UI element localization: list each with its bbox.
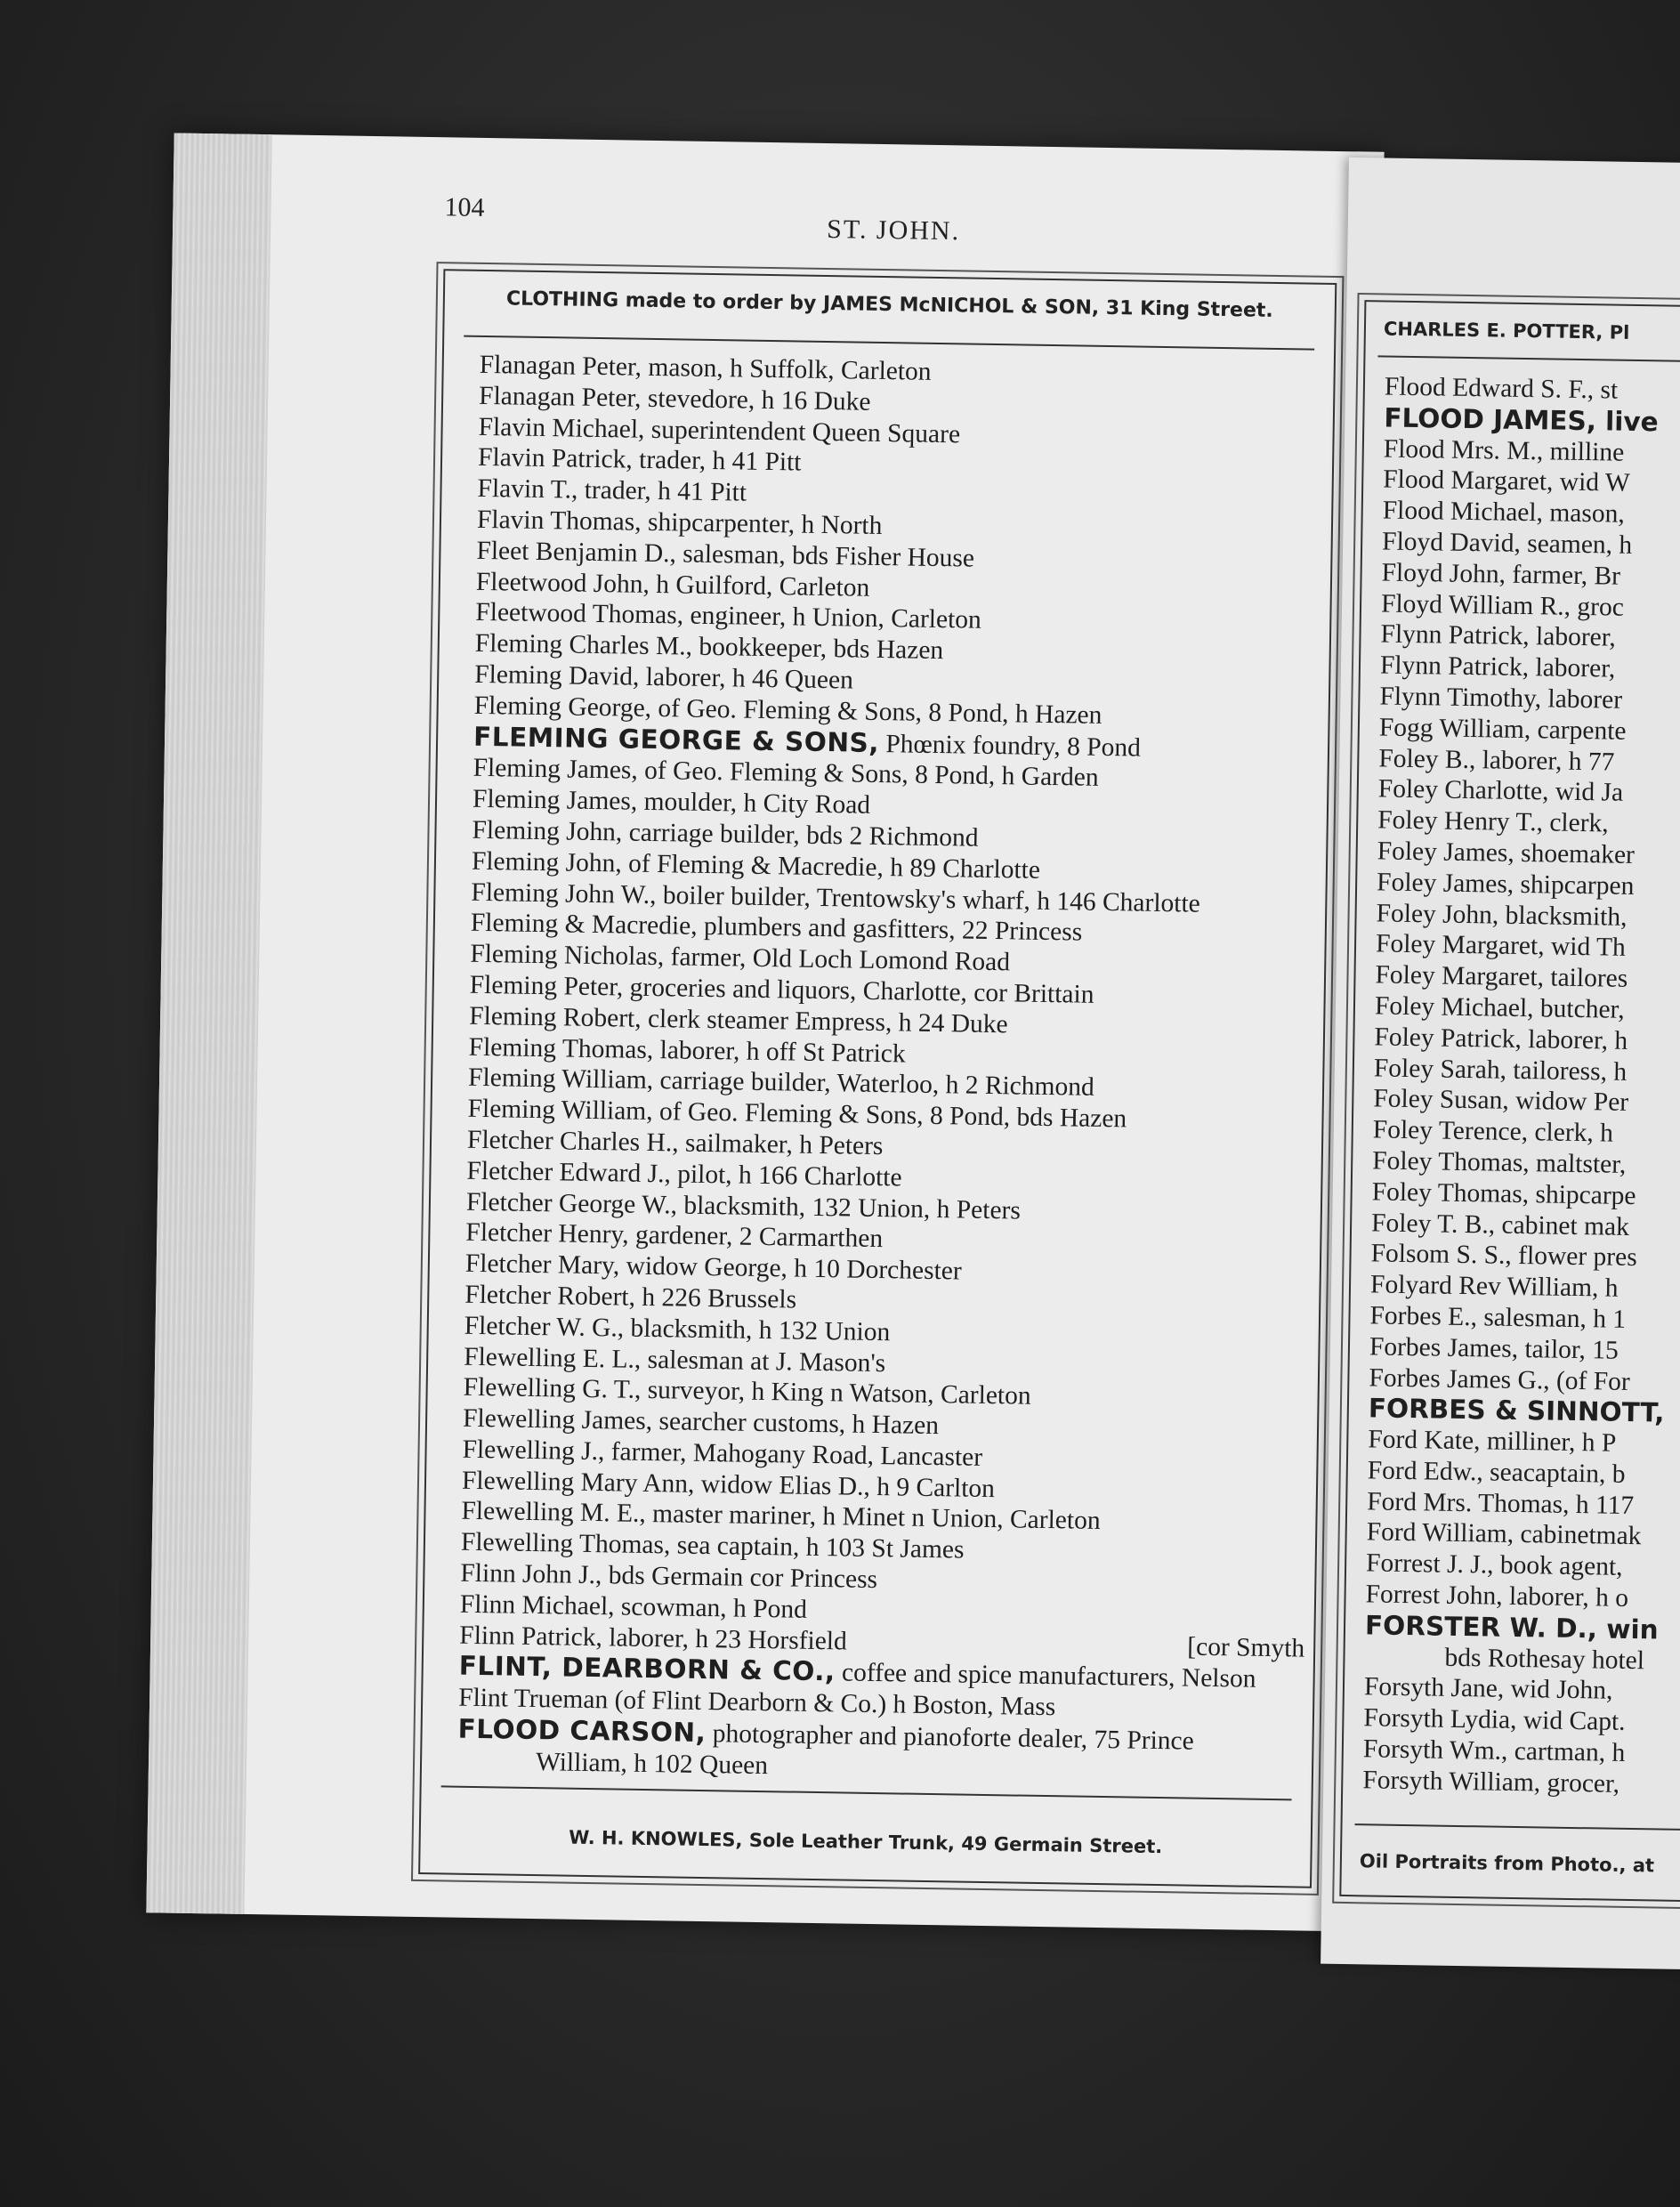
bottom-rule	[441, 1785, 1292, 1800]
right-directory-frame	[1339, 300, 1680, 1904]
right-directory-entry: Foley Margaret, tailores	[1375, 960, 1628, 993]
page-number: 104	[444, 192, 485, 222]
right-directory-entry: Forbes James G., (of For	[1369, 1362, 1630, 1396]
entry-details: surveyor, h King n Watson, Carleton	[641, 1376, 1031, 1411]
right-directory-entry: Foley Charlotte, wid Ja	[1377, 774, 1624, 808]
entry-name: Flavin Patrick,	[477, 443, 634, 474]
entry-name: Flewelling Mary Ann,	[461, 1466, 695, 1499]
entry-details: of Geo. Fleming & Sons, 8 Pond, h Hazen	[650, 693, 1102, 730]
entry-details: bookkeeper, bds Hazen	[691, 632, 944, 666]
entry-name: Fleming John W.,	[471, 877, 657, 909]
entry-name: Fleming William,	[467, 1063, 654, 1095]
right-directory-entries	[1362, 371, 1680, 1800]
entry-name: Fletcher Mary,	[464, 1249, 620, 1281]
entry-name: Fletcher George W.,	[465, 1187, 678, 1219]
entry-details: of Geo. Fleming & Sons, 8 Pond, h Garden	[637, 756, 1099, 793]
right-bottom-advertisement: Oil Portraits from Photo., at	[1359, 1850, 1655, 1877]
right-directory-entry: Foley Terence, clerk, h	[1372, 1115, 1614, 1148]
entry-details: of Geo. Fleming & Sons, 8 Pond, bds Hazen	[652, 1097, 1127, 1134]
entry-details: trader, h 41 Pitt	[578, 475, 747, 507]
entry-name: Fletcher Robert,	[464, 1280, 636, 1312]
entry-details: engineer, h Union, Carleton	[682, 601, 982, 635]
right-directory-entry: Foley John, blacksmith,	[1376, 898, 1628, 932]
entry-name: Flinn John J.,	[460, 1558, 602, 1590]
entry-details: carriage builder, Waterloo, h 2 Richmond	[652, 1066, 1094, 1103]
entry-details: groceries and liquors, Charlotte, cor Brittain	[623, 973, 1094, 1009]
entry-name: Fleming Charles M.,	[474, 628, 693, 661]
right-directory-entry: Foley James, shipcarpen	[1376, 868, 1635, 901]
directory-entries	[457, 350, 1316, 1790]
right-directory-entry: bds Rothesay hotel	[1444, 1643, 1645, 1675]
right-directory-entry: Foley Susan, widow Per	[1373, 1084, 1629, 1118]
entry-details: searcher customs, h Hazen	[651, 1407, 940, 1441]
right-directory-entry: Foley B., laborer, h 77	[1378, 743, 1615, 777]
entry-details: trader, h 41 Pitt	[632, 445, 802, 477]
entry-name: Fleetwood Thomas,	[475, 598, 684, 630]
right-bottom-rule	[1355, 1823, 1680, 1833]
entry-details: stevedore, h 16 Duke	[641, 384, 871, 416]
entry-name: Fleming Robert,	[468, 1001, 642, 1033]
right-directory-entry: Foley T. B., cabinet mak	[1370, 1208, 1630, 1241]
bottom-advertisement: W. H. KNOWLES, Sole Leather Trunk, 49 Germain Street.	[569, 1826, 1163, 1858]
right-directory-entry: Foley Thomas, maltster,	[1372, 1146, 1627, 1179]
right-directory-entry: Floyd William R., groc	[1380, 589, 1625, 622]
right-directory-entry: Floyd David, seamen, h	[1381, 527, 1633, 560]
entry-details: bds Germain cor Princess	[602, 1561, 878, 1595]
right-directory-entry: Flood Margaret, wid W	[1383, 465, 1630, 498]
entry-details: widow George, h 10 Dorchester	[618, 1251, 962, 1286]
right-directory-entry: Flood Edward S. F., st	[1384, 372, 1619, 405]
entry-name: Flavin T.,	[477, 474, 578, 505]
right-directory-entry: Folsom S. S., flower pres	[1370, 1239, 1637, 1273]
entry-details: salesman, bds Fisher House	[675, 539, 975, 573]
entry-name: Flinn Michael,	[459, 1589, 615, 1621]
right-directory-entry: Foley Thomas, shipcarpe	[1371, 1177, 1636, 1210]
entry-name: Fleming David,	[474, 659, 640, 691]
entry-name: Flint Trueman	[457, 1683, 609, 1715]
right-directory-entry: Forsyth Jane, wid John,	[1363, 1672, 1613, 1706]
entry-continuation-note: [cor Smyth	[1187, 1632, 1305, 1663]
entry-name: FLOOD CARSON,	[457, 1713, 707, 1749]
entry-name: Fletcher Charles H.,	[466, 1125, 679, 1158]
entry-details: (of Flint Dearborn & Co.) h Boston, Mass	[607, 1686, 1056, 1722]
entry-name: FLEMING GEORGE & SONS,	[472, 721, 880, 758]
entry-name: Flewelling J.,	[462, 1435, 605, 1467]
entry-name: Flinn Patrick,	[459, 1621, 603, 1652]
entry-name: Flewelling James,	[462, 1403, 653, 1436]
entry-details: blacksmith, h 132 Union	[623, 1314, 891, 1346]
right-directory-entry: Flood Michael, mason,	[1382, 496, 1625, 529]
entry-details: farmer, Old Loch Lomond Road	[664, 942, 1011, 977]
right-directory-entry: FORSTER W. D., win	[1364, 1610, 1659, 1645]
entry-details: sailmaker, h Peters	[678, 1128, 884, 1161]
entry-details: Phœnix foundry, 8 Pond	[878, 729, 1142, 763]
entry-details: sea captain, h 103 St James	[670, 1531, 965, 1564]
entry-details: boiler builder, Trentowsky's wharf, h 146 Charlotte	[656, 880, 1201, 918]
right-directory-entry: Foley Henry T., clerk,	[1377, 805, 1609, 838]
entry-name: Flavin Thomas,	[476, 505, 642, 537]
entry-details: clerk steamer Empress, h 24 Duke	[641, 1004, 1008, 1039]
entry-name: Flanagan Peter,	[478, 381, 642, 413]
right-top-advertisement: CHARLES E. POTTER, Pl	[1383, 318, 1630, 344]
entry-details: scowman, h Pond	[614, 1592, 808, 1624]
entry-name: Fleming Thomas,	[468, 1032, 654, 1064]
right-directory-entry: Forrest John, laborer, h o	[1365, 1580, 1629, 1613]
entry-details: mason, h Suffolk, Carleton	[641, 352, 932, 386]
right-directory-entry: Foley Sarah, tailoress, h	[1373, 1053, 1628, 1087]
entry-details: carriage builder, bds 2 Richmond	[622, 818, 979, 853]
entry-name: Fleetwood John,	[475, 567, 650, 599]
entry-details: salesman at J. Mason's	[641, 1345, 886, 1378]
top-rule	[464, 335, 1314, 351]
entry-details: superintendent Queen Square	[644, 415, 961, 449]
entry-name: Flewelling G. T.,	[463, 1373, 642, 1405]
right-directory-entry: Foley Patrick, laborer, h	[1374, 1023, 1628, 1055]
top-advertisement: CLOTHING made to order by JAMES McNICHOL & SON, 31 King Street.	[505, 287, 1273, 322]
entry-name: Fleming John,	[472, 815, 623, 847]
entry-name: Flewelling M. E.,	[461, 1497, 647, 1529]
right-directory-entry: Forsyth Wm., cartman, h	[1362, 1734, 1626, 1767]
entry-name: Fletcher Edward J.,	[466, 1156, 672, 1189]
right-directory-entry: FLOOD JAMES, live	[1384, 402, 1659, 438]
entry-details: William, h 102 Queen	[535, 1747, 769, 1781]
entry-name: Fleming Nicholas,	[470, 939, 665, 972]
right-directory-entry: Fogg William, carpente	[1378, 713, 1627, 746]
right-directory-entry: Flynn Patrick, laborer,	[1379, 651, 1616, 683]
right-directory-entry: Foley James, shoemaker	[1377, 837, 1636, 869]
entry-name: Fleming George,	[473, 691, 652, 723]
entry-details: h 226 Brussels	[634, 1282, 797, 1314]
entry-name: Fleming James,	[472, 784, 638, 816]
entry-details: coffee and spice manufacturers, Nelson	[835, 1658, 1256, 1694]
right-directory-entry: Flynn Timothy, laborer	[1379, 682, 1623, 715]
entry-details: widow Elias D., h 9 Carlton	[694, 1469, 996, 1503]
right-directory-entry: Floyd John, farmer, Br	[1381, 558, 1621, 591]
right-directory-entry: Ford Kate, milliner, h P	[1368, 1425, 1617, 1458]
entry-details: blacksmith, 132 Union, h Peters	[676, 1190, 1022, 1225]
entry-details: gardener, 2 Carmarthen	[628, 1220, 884, 1254]
entry-name: Flewelling Thomas,	[460, 1527, 671, 1560]
entry-details: photographer and pianoforte dealer, 75 Prince	[706, 1719, 1194, 1756]
entry-name: Fleming John,	[471, 846, 623, 878]
right-directory-entry: Flood Mrs. M., milline	[1383, 434, 1625, 467]
running-head: ST. JOHN.	[826, 214, 961, 247]
right-directory-entry: Ford William, cabinetmak	[1366, 1517, 1642, 1551]
entry-name: Flewelling E. L.,	[463, 1342, 642, 1374]
right-directory-entry: Ford Edw., seacaptain, b	[1367, 1456, 1626, 1489]
right-directory-entry: Foley Michael, butcher,	[1374, 991, 1625, 1024]
entry-name: Flanagan Peter,	[479, 350, 642, 382]
entry-details: of Fleming & Macredie, h 89 Charlotte	[621, 849, 1041, 885]
entry-details: pilot, h 166 Charlotte	[670, 1160, 902, 1192]
entry-name: Fleming Peter,	[469, 970, 624, 1002]
entry-details: plumbers and gasfitters, 22 Princess	[697, 912, 1083, 947]
right-directory-entry: Forbes E., salesman, h 1	[1369, 1301, 1627, 1334]
right-directory-entry: Forsyth William, grocer,	[1362, 1766, 1620, 1799]
right-page	[1321, 158, 1680, 1969]
entry-details: farmer, Mahogany Road, Lancaster	[604, 1437, 983, 1472]
entry-details: laborer, h off St Patrick	[653, 1035, 906, 1069]
right-directory-entry: Forsyth Lydia, wid Capt.	[1363, 1703, 1626, 1737]
entry-name: Fleming & Macredie,	[470, 909, 698, 942]
right-directory-entry: Folyard Rev William, h	[1369, 1270, 1619, 1303]
right-directory-entry: Forbes James, tailor, 15	[1369, 1332, 1619, 1365]
entry-details: moulder, h City Road	[636, 787, 871, 820]
entry-details: laborer, h 23 Horsfield	[602, 1622, 848, 1656]
entry-name: Fleming James,	[472, 754, 639, 786]
right-directory-entry: Forrest J. J., book agent,	[1365, 1548, 1623, 1582]
entry-details: h Guilford, Carleton	[649, 570, 870, 602]
left-page	[146, 133, 1384, 1931]
entry-details: master mariner, h Minet n Union, Carleton	[645, 1500, 1101, 1536]
entry-details: shipcarpenter, h North	[641, 507, 883, 540]
right-directory-entry: FORBES & SINNOTT,	[1368, 1393, 1665, 1428]
entry-name: FLINT, DEARBORN & CO.,	[458, 1651, 836, 1687]
entry-name: Fletcher W. G.,	[464, 1311, 625, 1343]
entry-details: laborer, h 46 Queen	[639, 662, 854, 695]
right-directory-entry: Foley Margaret, wid Th	[1375, 929, 1627, 963]
entry-name: Fleming William,	[467, 1094, 653, 1127]
entry-name: Fleet Benjamin D.,	[476, 536, 677, 569]
right-top-rule	[1377, 355, 1680, 365]
right-directory-entry: Flynn Patrick, laborer,	[1380, 619, 1617, 652]
right-directory-entry: Ford Mrs. Thomas, h 117	[1366, 1487, 1635, 1520]
entry-name: Fletcher Henry,	[465, 1218, 629, 1249]
entry-name: Flavin Michael,	[478, 412, 645, 444]
directory-frame	[418, 269, 1337, 1888]
